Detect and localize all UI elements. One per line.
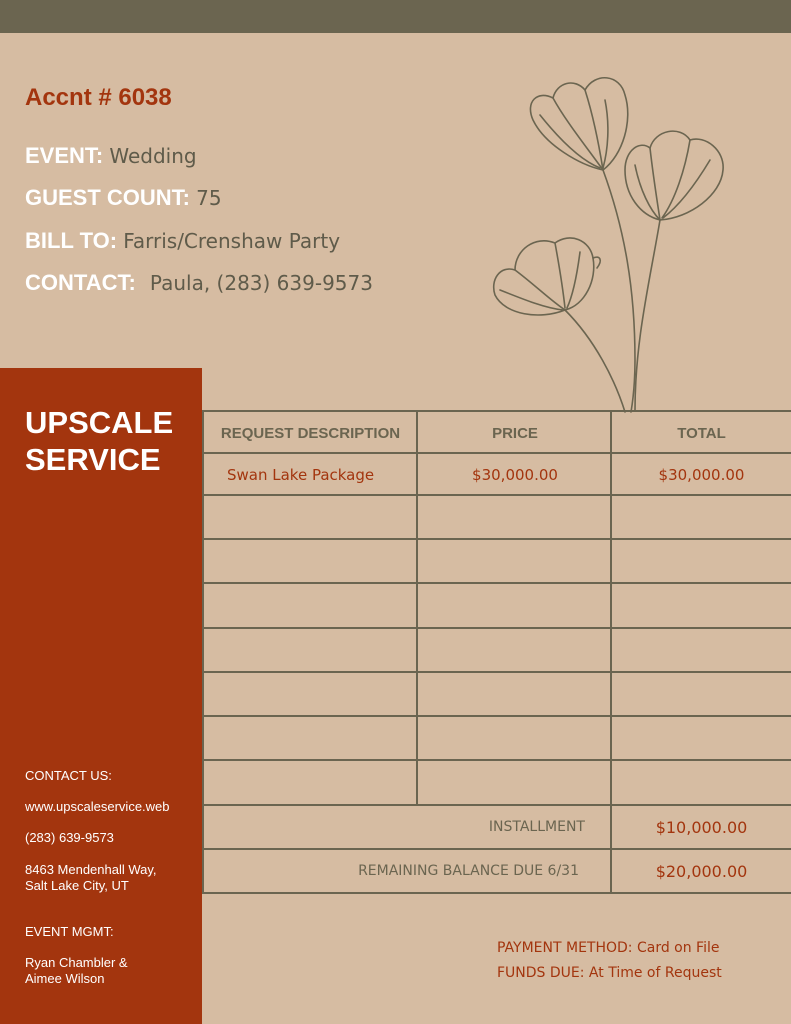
table-row-divider — [202, 759, 791, 761]
row-total: $30,000.00 — [658, 466, 745, 484]
table-row-divider — [202, 410, 791, 412]
header-description: REQUEST DESCRIPTION — [220, 425, 401, 442]
bill-to-row — [25, 228, 340, 254]
table-row-divider — [202, 494, 791, 496]
account-number: Accnt # 6038 — [25, 84, 172, 111]
table-row-divider — [202, 804, 791, 806]
row-description: Swan Lake Package — [227, 466, 375, 484]
guest-count-value: 75 — [196, 186, 222, 210]
phone-number: (283) 639-9573 — [25, 830, 114, 845]
installment-label: INSTALLMENT — [488, 819, 585, 835]
row-price: $30,000.00 — [472, 466, 558, 484]
address-line-1: 8463 Mendenhall Way, — [25, 862, 157, 877]
brand-name — [25, 404, 173, 478]
mgmt-names — [25, 955, 128, 987]
contact-value: Paula, (283) 639-9573 — [149, 271, 373, 295]
header-total: TOTAL — [677, 425, 726, 442]
contact-label: CONTACT: — [25, 270, 136, 295]
payment-method: PAYMENT METHOD: Card on File — [497, 940, 720, 956]
header-price: PRICE — [492, 425, 538, 442]
event-row — [25, 143, 197, 169]
balance-label: REMAINING BALANCE DUE 6/31 — [358, 863, 579, 879]
guest-count-label: GUEST COUNT: — [25, 185, 190, 210]
table-row-divider — [202, 715, 791, 717]
balance-value: $20,000.00 — [655, 862, 748, 881]
contact-row — [25, 270, 373, 296]
table-row-divider — [202, 671, 791, 673]
contact-heading: CONTACT US: — [25, 768, 112, 783]
table-row-divider — [202, 582, 791, 584]
brand-line-2: SERVICE — [25, 442, 161, 477]
address-line-2: Salt Lake City, UT — [25, 878, 129, 893]
table-row-divider — [202, 452, 791, 454]
guest-count-row — [25, 185, 222, 211]
table-row-divider — [202, 538, 791, 540]
installment-value: $10,000.00 — [655, 818, 748, 837]
funds-due: FUNDS DUE: At Time of Request — [497, 965, 722, 981]
flower-illustration-icon — [485, 60, 745, 415]
table-row-divider — [202, 892, 791, 894]
event-label: EVENT: — [25, 143, 104, 168]
bill-to-value: Farris/Crenshaw Party — [123, 229, 341, 253]
mgmt-line-2: Aimee Wilson — [25, 971, 105, 986]
mgmt-heading: EVENT MGMT: — [25, 924, 114, 939]
table-row-divider — [202, 848, 791, 850]
bill-to-label: BILL TO: — [25, 228, 118, 253]
mgmt-line-1: Ryan Chambler & — [25, 955, 128, 970]
top-bar — [0, 0, 791, 33]
table-row-divider — [202, 627, 791, 629]
event-value: Wedding — [109, 144, 197, 168]
website-link[interactable]: www.upscaleservice.web — [25, 799, 170, 814]
brand-line-1: UPSCALE — [25, 405, 174, 440]
address — [25, 862, 157, 894]
